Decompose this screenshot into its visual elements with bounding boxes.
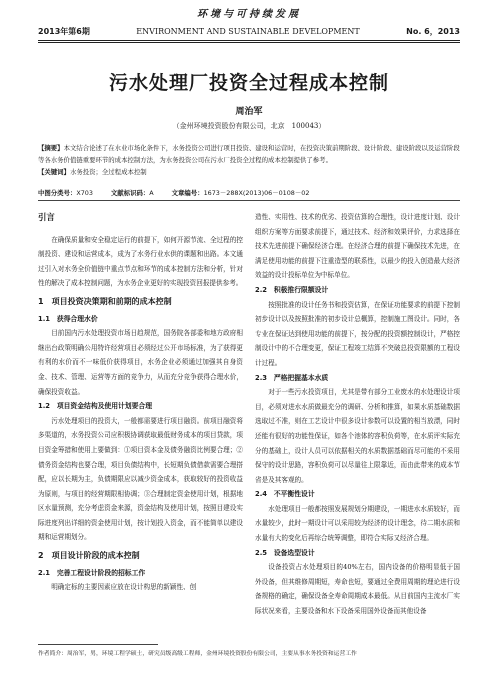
doc-code-value: A xyxy=(149,189,154,197)
paragraph: 对于一些污水投资项目，尤其是带有部分工业废水的水处理设计项目，必须对进水水质做最充分的调研、分析和推算，如果水质基础数据选取过不准，则在工艺设计中很多设计参数可以设置的相当放漂，同时还能有很好的功能性保证，如各个池体的容积负荷等，在水质评实际充分的基础上，设计人员可以依据相关的水质数据基础而尽可能的不采用保守的设计思路，容积负荷可以尽量往上限靠近，而由此带来的成本节省是及其客观的。 xyxy=(255,388,460,484)
paragraph: 按照批准的设计任务书和投资估算，在保证功能要求的前提下控制初步设计以及按照批准的初步设计总概算，控制施工图设计。同时，各专业在保证达到使用功能的前提下，按分配的投资额控制设计，严格控制设计中的不合理变更，保证工程竣工结算不突破总投资限额的工程设计过程。 xyxy=(255,300,460,367)
subsection-heading: 1.2 项目资金结构及使用计划要合理 xyxy=(38,402,152,411)
subsection-heading: 2.5 设备选型设计 xyxy=(255,548,315,557)
paragraph: 在确保质量和安全稳定运行的前提下，如何开源节流、全过程的控制投资、建设和运营成本，成为了水务行业水供的课题和出路。本文通过引入对水务全价值链中重点节点和环节的成本控制方法和分析，针对性的解决了成本控制问题，为水务企业更好的实现投资回报提供参考。 xyxy=(38,235,243,288)
subsection-heading: 2.4 不平衡性设计 xyxy=(255,490,315,499)
affiliation: （金州环境投资股份有限公司，北京 100043） xyxy=(172,122,326,130)
issue-number: No. 6，2013 xyxy=(406,26,460,36)
subsection-heading: 2.2 积极推行限额设计 xyxy=(255,285,329,294)
left-column xyxy=(38,210,243,595)
abstract-text: 本文结合论述了在水业市场化条件下，水务投资公司进行项目投资、建设和运营时，在投资决策前期阶段、设计阶段、建设阶段以及运营阶段等各水务价值链重要环节的成本控制方法，为水务投资公司在污水厂投资全过程的成本控制提供了参考。 xyxy=(38,144,460,164)
section-heading: 2 项目设计阶段的成本控制 xyxy=(38,551,140,561)
keywords xyxy=(38,166,460,178)
intro-heading: 引言 xyxy=(38,212,55,222)
clc-label: 中图分类号： xyxy=(38,189,77,197)
section-heading: 1 项目投资决策期和前期的成本控制 xyxy=(38,296,172,306)
article-id xyxy=(172,188,310,197)
keywords-text: 水务投资；全过程成本控制 xyxy=(69,168,147,176)
header-rule xyxy=(38,40,460,41)
paragraph: 水处理项目一般都按照发展规划分期建设，一期进水水质较好，而水量较少，此时一期设计可以采用较为经济的设计理念，待二期水质和水量有大的变化后再综合统筹调整，即符合实际又经济合理。 xyxy=(255,504,460,543)
paragraph: 设备投资占水处理项目的40%左右，国内设备的价格明显低于国外设备，但其维修周期短，寿命也短，要通过全费用周期的理论进行设备规格的确定，确保设备全寿命周期成本最低。从目前国内主流水厂实际状况来看，主要设备和水下设备采用国外设备而其他设备 xyxy=(255,563,460,616)
section-rule xyxy=(38,200,460,201)
right-column xyxy=(255,210,460,619)
running-header xyxy=(38,24,460,38)
doc-code-label: 文献标识码： xyxy=(110,189,150,197)
author-footnote: 作者简介：周治军，男，环境工程学硕士，研究员级高级工程师，金州环境投资股份有限公司，主要从事水务投资和运营工作 xyxy=(38,651,357,657)
abstract xyxy=(38,142,460,166)
abstract-label: 【摘要】 xyxy=(38,144,64,152)
subsection-heading: 1.1 获得合理水价 xyxy=(38,314,98,323)
doc-code xyxy=(111,188,154,197)
header-rule-thin xyxy=(38,42,460,43)
clc-value: X703 xyxy=(76,189,93,197)
paragraph: 目前国内污水处理投资市场日趋规范，国务院各部委和地方政府相继出台政策明确公用特许经营项目必须经过公开市场标准，为了获得更有利的水价而不一味低价获得项目，水务企业必须通过加强其自身资金、技术、管理、运营等方面的竞争力，从而充分竞争获得合理水价，确保投资收益。 xyxy=(38,329,243,396)
paper-title: 污水处理厂投资全过程成本控制 xyxy=(108,72,389,94)
clc-number xyxy=(38,188,93,197)
article-id-label: 文章编号： xyxy=(171,189,204,197)
keywords-label: 【关键词】 xyxy=(38,168,70,176)
journal-name-en: ENVIRONMENT AND SUSTAINABLE DEVELOPMENT xyxy=(136,26,360,36)
footnote-rule xyxy=(38,644,158,645)
subsection-heading: 2.1 完善工程设计阶段的招标工作 xyxy=(38,568,146,577)
article-id-value: 1673－288X(2013)06－0108－02 xyxy=(203,189,310,197)
subsection-heading: 2.3 严格把握基本水质 xyxy=(255,373,329,382)
abstract-block xyxy=(38,142,460,178)
author: 周治军 xyxy=(235,107,263,117)
paragraph: 明确定标的主要因素应放在设计构思的新颖性、创 xyxy=(51,583,197,592)
paragraph: 污水处理项目的投资大，一般都需要进行项目融资。前项目融资将多渠道的，水务投资公司应积极协调获取最低财务成本的项目贷款，项目资金筹措和使用上要做到：①项目资本金及债务融资比例要合理；②债务资金结构也要合理，项目负债结构中，长短期负债借款需要合理搭配，应以长期为主，负债期限应以减少资金成本，获取较好的投资收益为原则，与项目的经营期限相协调；③合理制定资金使用计划，根据地区水量预测，充分考虑资金来源，资金结构及使用计划，按照目建设实际进度列出详细的资金使用计划，按计划投入资金，而不能简单以建设期和运营期划分。 xyxy=(38,416,243,542)
paragraph: 造性、实用性、技术的优劣、投资估算的合理性，设计进度计划、设计组织方案等方面要求前提下，通过技术、经济和效果评价，力求选择在技术先进前提下确保经济合理。在经济合理的前提下确保技术先进，在满足使用功能的前提下注重造型的联系性，以最少的投入创造最大经济效益的设计投标单位为中标单位。 xyxy=(255,213,460,280)
journal-name-cn: 环境与可持续发展 xyxy=(197,9,301,20)
issue-year: 2013年第6期 xyxy=(38,26,90,36)
classification-row xyxy=(38,188,460,197)
